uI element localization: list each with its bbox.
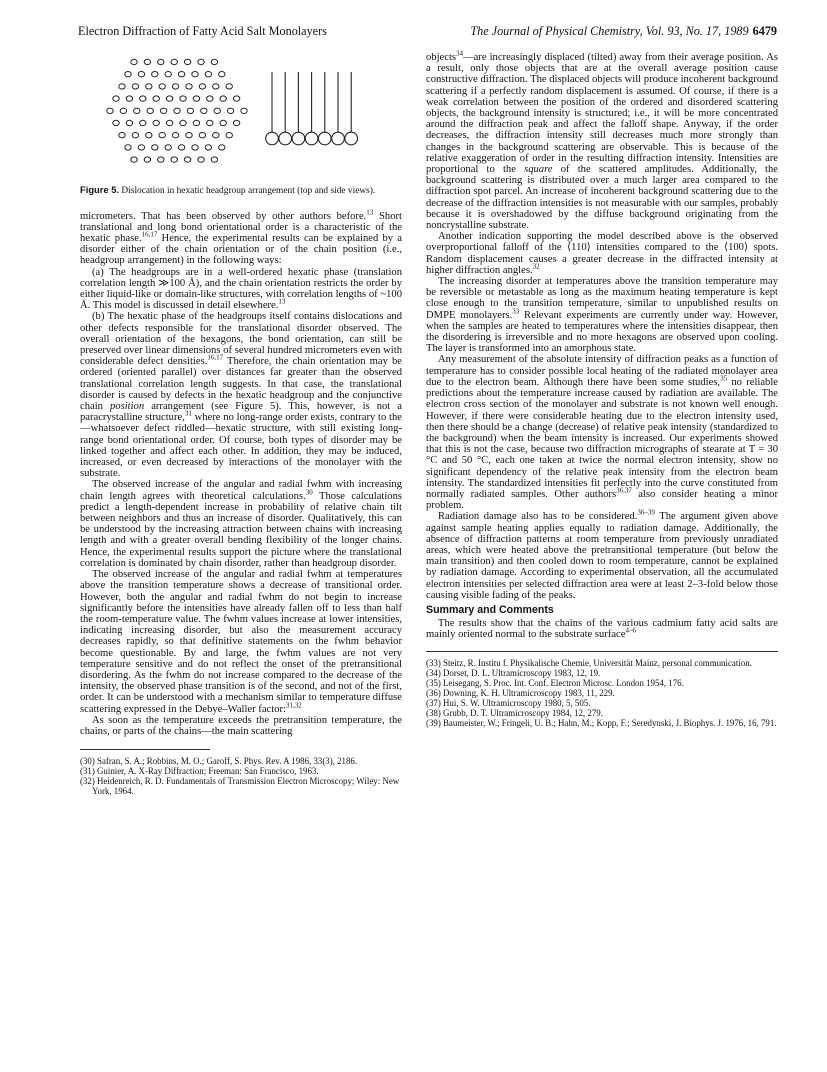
headgroup-circle xyxy=(180,96,186,101)
running-header xyxy=(78,24,777,42)
headgroup-circle xyxy=(166,120,172,125)
headgroup-side-circle xyxy=(345,132,358,145)
reference: (32) Heidenreich, R. D. Fundamentals of Transmission Electron Microscopy; Wiley: New York, 1964. xyxy=(80,776,400,797)
headgroup-circle xyxy=(227,108,233,113)
headgroup-circle xyxy=(219,145,225,150)
page-number: 6479 xyxy=(752,24,777,38)
headgroup-circle xyxy=(178,72,184,77)
headgroup-circle xyxy=(158,157,164,162)
headgroup-circle xyxy=(220,96,226,101)
headgroup-circle xyxy=(220,120,226,125)
headgroup-circle xyxy=(120,108,126,113)
headgroup-circle xyxy=(125,145,131,150)
headgroup-circle xyxy=(184,157,190,162)
headgroup-circle xyxy=(171,157,177,162)
headgroup-circle xyxy=(140,120,146,125)
figure-caption xyxy=(80,185,402,197)
headgroup-circle xyxy=(233,120,239,125)
headgroup-circle xyxy=(213,84,219,89)
headgroup-circle xyxy=(186,84,192,89)
headgroup-circle xyxy=(144,59,150,64)
reference: (36) Downing, K. H. Ultramicroscopy 1983, 11, 229. xyxy=(426,687,615,698)
headgroup-circle xyxy=(144,157,150,162)
headgroup-circle xyxy=(131,157,137,162)
headgroup-circle xyxy=(119,84,125,89)
figure-5 xyxy=(80,52,402,180)
paragraph: (b) The hexatic phase of the headgroups itself contains dislocations and other defects responsible for the translational disorder observed. The overall orientation of the hexagons, the bond orientation, can still be preserved over linear dimensions of several hundred micrometers even with considerable defect densities.$^{16,17}$ Therefore, the chain orientation may be ordered (oriented parallel) over distances far greater than the observed translational correlation length suggests. In that case, the translational disorder is caused by defects in the hexatic headgroup and the conjunctive chain position arrangement (see Figure 5). This, however, is not a paracrystalline structure,$^{31}$ where no long-range order exists, contrary to the—whatsoever defect riddled—hexatic structure, with still existing long-range bond orientational order. Of course, both types of disorder may be linked together and affect each other. In addition, they may be induced, increased, or even decreased by interactions of the monolayer with the substrate. xyxy=(80,311,402,480)
headgroup-circle xyxy=(192,72,198,77)
paragraph: Any measurement of the absolute intensity of diffraction peaks as a function of temperature has to consider possible local heating of the radiated monolayer area due to the electron beam. Although there have been some studies,$^{35}$ no reliable predictions about the temperature increase caused by radiation are available. The electron cross section of the monolayer and substrate is not known well enough. However, if there were considerable heating due to the electron intensity used, then there should be a change (decrease) of relative peak intensity (standardized to the background) when the beam intensity is increased. Our experiments showed that this is not the case, because two diffraction micrographs of stearate at T = 30 °C and 50 °C, each one taken at twice the normal electron intensity, show no significant dependency of the relative peak intensity from the electron beam intensity. The standardized intensities fit perfectly into the curve constituted from normally radiated samples. Other authors$^{36,37}$ also consider heating a minor problem. xyxy=(426,354,778,512)
headgroup-circle xyxy=(205,72,211,77)
headgroup-circle xyxy=(213,133,219,138)
header-journal xyxy=(470,24,777,39)
headgroup-circle xyxy=(184,59,190,64)
reference: (31) Guinier, A. X-Ray Diffraction; Freeman: San Francisco, 1963. xyxy=(80,766,319,777)
headgroup-circle xyxy=(193,96,199,101)
paragraph: The observed increase of the angular and radial fwhm at temperatures above the transition temperature shows a decrease of transitional order. However, both the angular and radial fwhm do not begin to increase significantly before the intensities have already fallen off to less than half the room-temperature value. The fwhm values increase at lower intensities, indicating increasing disorder, but also the measurement accuracy decreases rapidly, so that definitive statements on the fwhm behavior become questionable. By and large, the fwhm values are not very temperature sensitive and do not reflect the onset of the pretransitional disordering. As the fwhm do not increase compared to the decrease of the intensity, the observed phase transition is of the second, and not of the first, order. It can be understood with a mechanism similar to temperature diffuse scattering expressed in the Debye–Waller factor:$^{31,32}$ xyxy=(80,569,402,715)
headgroup-circle xyxy=(132,133,138,138)
reference: (37) Hui, S. W. Ultramicroscopy 1980, 5, 505. xyxy=(426,697,591,708)
headgroup-circle xyxy=(132,84,138,89)
headgroup-circle xyxy=(146,84,152,89)
references-right xyxy=(426,658,778,729)
headgroup-circle xyxy=(172,133,178,138)
headgroup-circle xyxy=(113,120,119,125)
footnote-rule xyxy=(80,749,210,750)
references-left xyxy=(80,756,402,796)
header-title: Electron Diffraction of Fatty Acid Salt Monolayers xyxy=(78,24,327,38)
headgroup-side-circle xyxy=(292,132,305,145)
headgroup-circle xyxy=(226,133,232,138)
footnote-rule xyxy=(426,651,778,652)
headgroup-circle xyxy=(199,84,205,89)
headgroup-circle xyxy=(207,120,213,125)
headgroup-circle xyxy=(140,96,146,101)
headgroup-circle xyxy=(171,59,177,64)
headgroup-circle xyxy=(174,108,180,113)
headgroup-circle xyxy=(126,96,132,101)
reference: (38) Grubb, D. T. Ultramicroscopy 1984, 12, 279. xyxy=(426,708,603,719)
section-heading: Summary and Comments xyxy=(426,603,554,616)
figure-label: Figure 5. xyxy=(80,184,120,195)
headgroup-circle xyxy=(233,96,239,101)
paragraph: The increasing disorder at temperatures above the transition temperature may be reversible or metastable as long as the maximum heating temperature is kept close enough to the transition temperature, similar to unpublished results on DMPE monolayers.$^{33}$ Relevant experiments are currently under way. However, when the samples are heated to temperatures where the intensities disappear, then the disordering is irreversible and no more hexagons are observed upon cooling. The layer is transformed into an amorphous state. xyxy=(426,276,779,355)
headgroup-circle xyxy=(226,84,232,89)
headgroup-side-circle xyxy=(266,132,279,145)
headgroup-circle xyxy=(180,120,186,125)
headgroup-side-circle xyxy=(305,132,318,145)
headgroup-circle xyxy=(219,72,225,77)
headgroup-circle xyxy=(186,133,192,138)
reference: (30) Safran, S. A.; Robbins, M. O.; Garoff, S. Phys. Rev. A 1986, 33(3), 2186. xyxy=(80,756,358,767)
headgroup-circle xyxy=(192,145,198,150)
reference: (34) Dorset, D. L. Ultramicroscopy 1983, 12, 19. xyxy=(426,667,601,678)
headgroup-circle xyxy=(165,72,171,77)
headgroup-side-circle xyxy=(319,132,332,145)
reference: (35) Leisegang, S. Proc. Int. Conf. Electron Microsc. London 1954, 176. xyxy=(426,677,684,688)
headgroup-circle xyxy=(187,108,193,113)
headgroup-circle xyxy=(172,84,178,89)
headgroup-circle xyxy=(152,145,158,150)
headgroup-side-circle xyxy=(332,132,345,145)
headgroup-circle xyxy=(153,120,159,125)
headgroup-circle xyxy=(131,59,137,64)
headgroup-circle xyxy=(205,145,211,150)
paragraph: As soon as the temperature exceeds the pretransition temperature, the chains, or parts of the chains—the main scattering xyxy=(80,714,402,737)
paragraph: (a) The headgroups are in a well-ordered hexatic phase (translation correlation length ≫100 Å), and the chain orientation restricts the order by either liquid-like or domain-like structures, with correlation lengths of ~100 Å. This model is discussed in detail elsewhere.$^{13}$ xyxy=(80,266,402,312)
headgroup-circle xyxy=(152,72,158,77)
headgroup-circle xyxy=(198,157,204,162)
headgroup-side-circle xyxy=(279,132,292,145)
dislocation-diagram xyxy=(80,52,402,180)
right-column xyxy=(426,49,779,729)
headgroup-circle xyxy=(158,59,164,64)
headgroup-circle xyxy=(146,133,152,138)
paragraph: Another indication supporting the model described above is the observed overproportional falloff of the ⟨110⟩ intensities compared to the ⟨100⟩ spots. Random displacement causes a greater decrease in the diffracted intensity at higher diffraction angles.$^{32}$ xyxy=(426,231,778,276)
headgroup-circle xyxy=(207,96,213,101)
headgroup-circle xyxy=(211,157,217,162)
headgroup-circle xyxy=(138,145,144,150)
paragraph: The results show that the chains of the various cadmium fatty acid salts are mainly oriented normal to the substrate surface$^{4-6}$ xyxy=(426,618,778,641)
headgroup-circle xyxy=(126,120,132,125)
headgroup-circle xyxy=(107,108,113,113)
headgroup-circle xyxy=(201,108,207,113)
headgroup-circle xyxy=(160,108,166,113)
headgroup-circle xyxy=(198,59,204,64)
headgroup-circle xyxy=(147,108,153,113)
headgroup-circle xyxy=(159,84,165,89)
headgroup-circle xyxy=(113,96,119,101)
figure-caption-text: Dislocation in hexatic headgroup arrangement (top and side views). xyxy=(121,186,376,196)
headgroup-circle xyxy=(241,108,247,113)
headgroup-circle xyxy=(119,133,125,138)
headgroup-circle xyxy=(153,96,159,101)
paragraph: Radiation damage also has to be considered.$^{36-39}$ The argument given above against sample heating applies equally to radiation damage. Additionally, the absence of diffraction patterns at room temperature from previously unradiated areas, which were heated above the pretransitional temperature (but below the main transition) and then cooled down to room temperature, cannot be explained by radiation damage. According to experimental observation, all the accumulated electron intensities per selected diffraction area were at least 2–3-fold below those causing visible fading of the peaks. xyxy=(426,508,778,601)
paragraph: objects$^{34}$—are increasingly displaced (tilted) away from their average position. As a result, only those objects that are at the overall average position cause constructive diffraction. The displaced objects will produce incoherent background scattering if a perfectly random displacement is assumed. Of course, if there is a weak correlation between the position of the ordered and disordered scattering objects, the background intensity is structured; i.e., it will be more concentrated around the diffraction peak and affect the falloff shape. Anyway, if the order decreases, the diffraction intensity still decreases much more strongly than changes in the background scattering are observable. This is because of the relative exaggeration of order in the resulting diffraction intensity. Intensities are proportional to the square of the scattered amplitudes. Additionally, the background scattering is distributed over a much larger area compared to the diffraction spot parcel. An increase of incoherent background scattering due to the decrease of the diffraction intensities is not measurable with our samples, probably because it is overshadowed by the diffuse background originating from the noncrystalline substrate. xyxy=(426,49,778,232)
headgroup-circle xyxy=(134,108,140,113)
reference: (39) Baumeister, W.; Fringeli, U. B.; Hahn, M.; Kopp, F.; Seredynski, J. Biophys. J. 1976, 16, 791. xyxy=(426,718,777,729)
paragraph: The observed increase of the angular and radial fwhm with increasing chain length agrees with theoretical calculations.$^{30}$ Those calculations predict a length-dependent increase in probability of relative chain tilt between neighbors and thus an increase of disorder. Qualitatively, this can be understood by the increasing attraction between chains with increasing length and with a greater overall bending flexibility of the longer chains. Hence, the experimental results support the picture where the translational correlation is dominated by chain disorder, rather than headgroup disorder. xyxy=(80,479,402,569)
headgroup-circle xyxy=(165,145,171,150)
reference: (33) Steitz, R. Institu f. Physikalische Chemie, Universität Mainz, personal communication. xyxy=(426,657,752,668)
headgroup-circle xyxy=(138,72,144,77)
headgroup-circle xyxy=(211,59,217,64)
journal-citation: The Journal of Physical Chemistry, Vol. 93, No. 17, 1989 xyxy=(470,24,749,38)
headgroup-circle xyxy=(125,72,131,77)
headgroup-circle xyxy=(178,145,184,150)
headgroup-circle xyxy=(159,133,165,138)
headgroup-circle xyxy=(166,96,172,101)
left-column xyxy=(80,52,402,797)
paragraph: micrometers. That has been observed by other authors before.$^{13}$ Short translational and long bond orientational order is a characteristic of the hexatic phase.$^{16,17}$ Hence, the experimental results can be explained by a disorder either of the chain orientation or of the chain position (i.e., headgroup arrangement) in the following ways: xyxy=(80,208,402,267)
headgroup-circle xyxy=(193,120,199,125)
headgroup-circle xyxy=(199,133,205,138)
headgroup-circle xyxy=(214,108,220,113)
